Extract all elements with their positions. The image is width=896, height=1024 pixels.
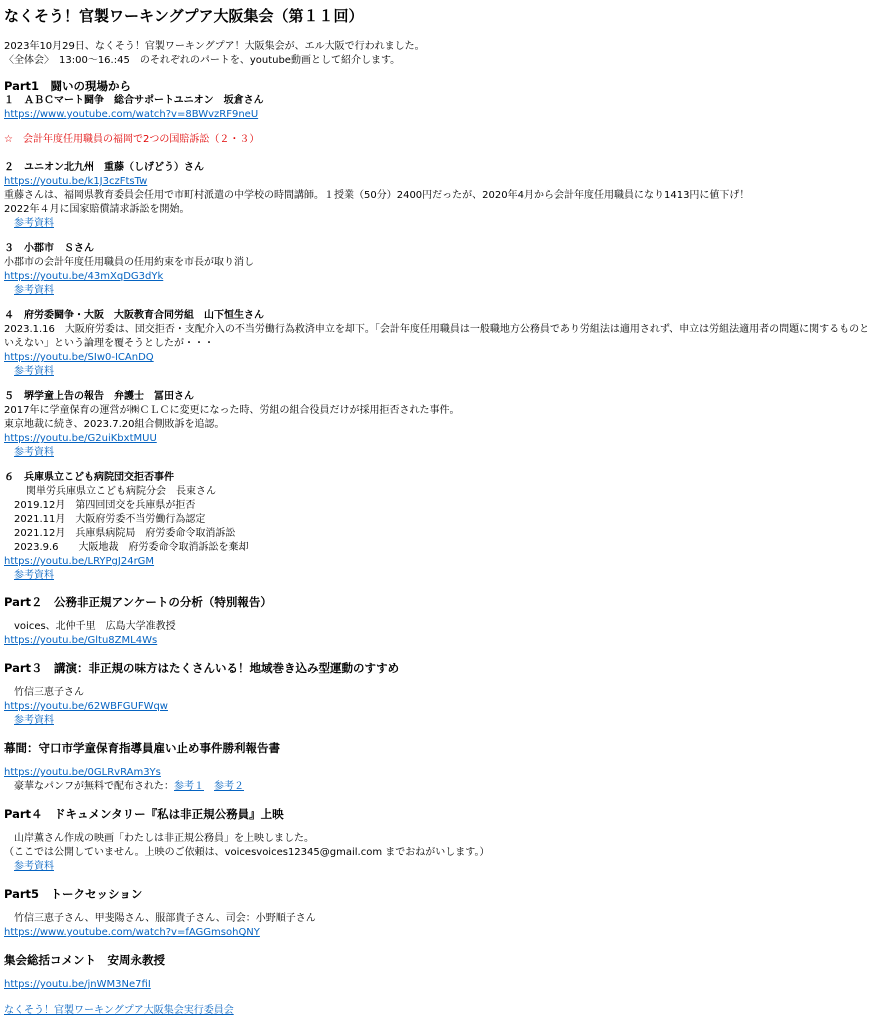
part2-section: [4, 594, 892, 648]
item-title: ２ ユニオン北九州 重藤（しげどう）さん: [4, 162, 204, 173]
footer: [4, 1004, 892, 1018]
reference-link[interactable]: 参考資料: [14, 861, 54, 872]
speakers: 竹信三恵子さん、甲斐陽さん、服部貴子さん、司会：小野順子さん: [14, 913, 316, 924]
item-description: 2022年４月に国家賠償請求訴訟を開始。: [4, 204, 190, 215]
page-title: なくそう！官製ワーキングプア大阪集会（第１１回）: [4, 7, 364, 25]
video-link[interactable]: https://youtu.be/0GLRvRAm3Ys: [4, 767, 161, 778]
committee-link[interactable]: なくそう！官製ワーキングプア大阪集会実行委員会: [4, 1005, 234, 1016]
summary-heading: 集会総括コメント 安周永教授: [4, 953, 165, 967]
reference-link-1[interactable]: 参考１: [174, 781, 204, 792]
part5-heading: Part5 トークセッション: [4, 887, 143, 901]
intro: [4, 40, 892, 68]
item-description: いえない」という論理を覆そうとしたが・・・: [4, 338, 214, 349]
part5-section: [4, 886, 892, 940]
reference-link-2[interactable]: 参考２: [214, 781, 244, 792]
speaker: 関単労兵庫県立こども病院分会 長束さん: [26, 486, 216, 497]
reference-link[interactable]: 参考資料: [14, 570, 54, 581]
intro-line-2: 〈全体会〉 13:00～16.:45 のそれぞれのパートを、youtube動画として紹介します。: [4, 55, 401, 66]
video-link[interactable]: https://www.youtube.com/watch?v=8BWvzRF9neU: [4, 109, 259, 120]
notice-fukuoka: ☆ 会計年度任用職員の福岡で2つの国賠訴訟（２・３）: [4, 134, 260, 145]
reference-link[interactable]: 参考資料: [14, 447, 54, 458]
video-link[interactable]: https://www.youtube.com/watch?v=fAGGmsohQNY: [4, 927, 260, 938]
timeline-entry: 2021.11月 大阪府労委不当労働行為認定: [14, 514, 206, 525]
part4-heading: Part４ ドキュメンタリー『私は非正規公務員』上映: [4, 807, 284, 821]
video-link[interactable]: https://youtu.be/43mXqDG3dYk: [4, 271, 164, 282]
pamphlet-line: [4, 780, 892, 794]
part3-section: [4, 660, 892, 728]
part1-item-4: [4, 309, 892, 379]
item-title: １ ＡＢＣマート闘争 総合サポートユニオン 坂倉さん: [4, 95, 264, 106]
intro-line-1: 2023年10月29日、なくそう！官製ワーキングプア！大阪集会が、エル大阪で行われました。: [4, 41, 425, 52]
interlude-heading: 幕間：守口市学童保育指導員雇い止め事件勝利報告書: [4, 741, 280, 755]
part1-item-1: [4, 94, 892, 122]
video-link[interactable]: https://youtu.be/62WBFGUFWqw: [4, 701, 168, 712]
video-link[interactable]: https://youtu.be/Gltu8ZML4Ws: [4, 635, 158, 646]
timeline-entry: 2019.12月 第四回団交を兵庫県が拒否: [14, 500, 196, 511]
video-link[interactable]: https://youtu.be/SIw0-ICAnDQ: [4, 352, 154, 363]
part4-section: [4, 806, 892, 874]
interlude-section: [4, 740, 892, 794]
item-title: ６ 兵庫県立こども病院団交拒否事件: [4, 472, 174, 483]
item-title: ４ 府労委闘争・大阪 大阪教育合同労組 山下恒生さん: [4, 310, 264, 321]
speaker: voices、北仲千里 広島大学准教授: [14, 621, 176, 632]
part1-item-5: [4, 390, 892, 460]
part3-heading: Part３ 講演：非正規の味方はたくさんいる！地域巻き込み型運動のすすめ: [4, 661, 400, 675]
video-link[interactable]: https://youtu.be/LRYPgJ24rGM: [4, 556, 155, 567]
item-description: 小郡市の会計年度任用職員の任用約束を市長が取り消し: [4, 257, 254, 268]
reference-link[interactable]: 参考資料: [14, 218, 54, 229]
reference-link[interactable]: 参考資料: [14, 285, 54, 296]
part1-item-2: [4, 161, 892, 231]
item-description: 2017年に学童保育の運営が㈱ＣＬＣに変更になった時、労組の組合役員だけが採用拒否された事件。: [4, 405, 460, 416]
video-link[interactable]: https://youtu.be/jnWM3Ne7fiI: [4, 979, 151, 990]
item-description: 東京地裁に続き、2023.7.20組合側敗訴を追認。: [4, 419, 225, 430]
timeline-entry: 2021.12月 兵庫県病院局 府労委命令取消訴訟: [14, 528, 236, 539]
description: （ここでは公開していません。上映のご依頼は、voicesvoices12345@gmail.com までおねがいします。）: [4, 847, 490, 858]
item-description: 2023.1.16 大阪府労委は、団交拒否・支配介入の不当労働行為救済申立を却下。「会計年度任用職員は一般職地方公務員であり労組法は適用されず、申立は労組法適用者の問題に関するものと: [4, 324, 870, 335]
video-link[interactable]: https://youtu.be/k1J3czFtsTw: [4, 176, 148, 187]
part2-heading: Part２ 公務非正規アンケートの分析（特別報告）: [4, 595, 272, 609]
summary-section: [4, 952, 892, 992]
part1-item-6: [4, 471, 892, 583]
reference-link[interactable]: 参考資料: [14, 366, 54, 377]
part1-heading: Part1 闘いの現場から: [4, 79, 132, 93]
timeline-entry: 2023.9.6 大阪地裁 府労委命令取消訴訟を棄却: [14, 542, 249, 553]
part1-item-3: [4, 242, 892, 298]
speaker: 竹信三恵子さん: [14, 687, 84, 698]
description: 山岸薫さん作成の映画「わたしは非正規公務員」を上映しました。: [14, 833, 314, 844]
video-link[interactable]: https://youtu.be/G2uiKbxtMUU: [4, 433, 157, 444]
item-description: 重藤さんは、福岡県教育委員会任用で市町村派遣の中学校の時間講師。１授業（50分）2400円だったが、2020年4月から会計年度任用職員になり1413円に値下げ！: [4, 190, 750, 201]
reference-link[interactable]: 参考資料: [14, 715, 54, 726]
item-title: ５ 堺学童上告の報告 弁護士 冨田さん: [4, 391, 194, 402]
item-title: ３ 小郡市 Ｓさん: [4, 243, 94, 254]
pamphlet-text: 豪華なパンフが無料で配布された：: [14, 781, 174, 792]
